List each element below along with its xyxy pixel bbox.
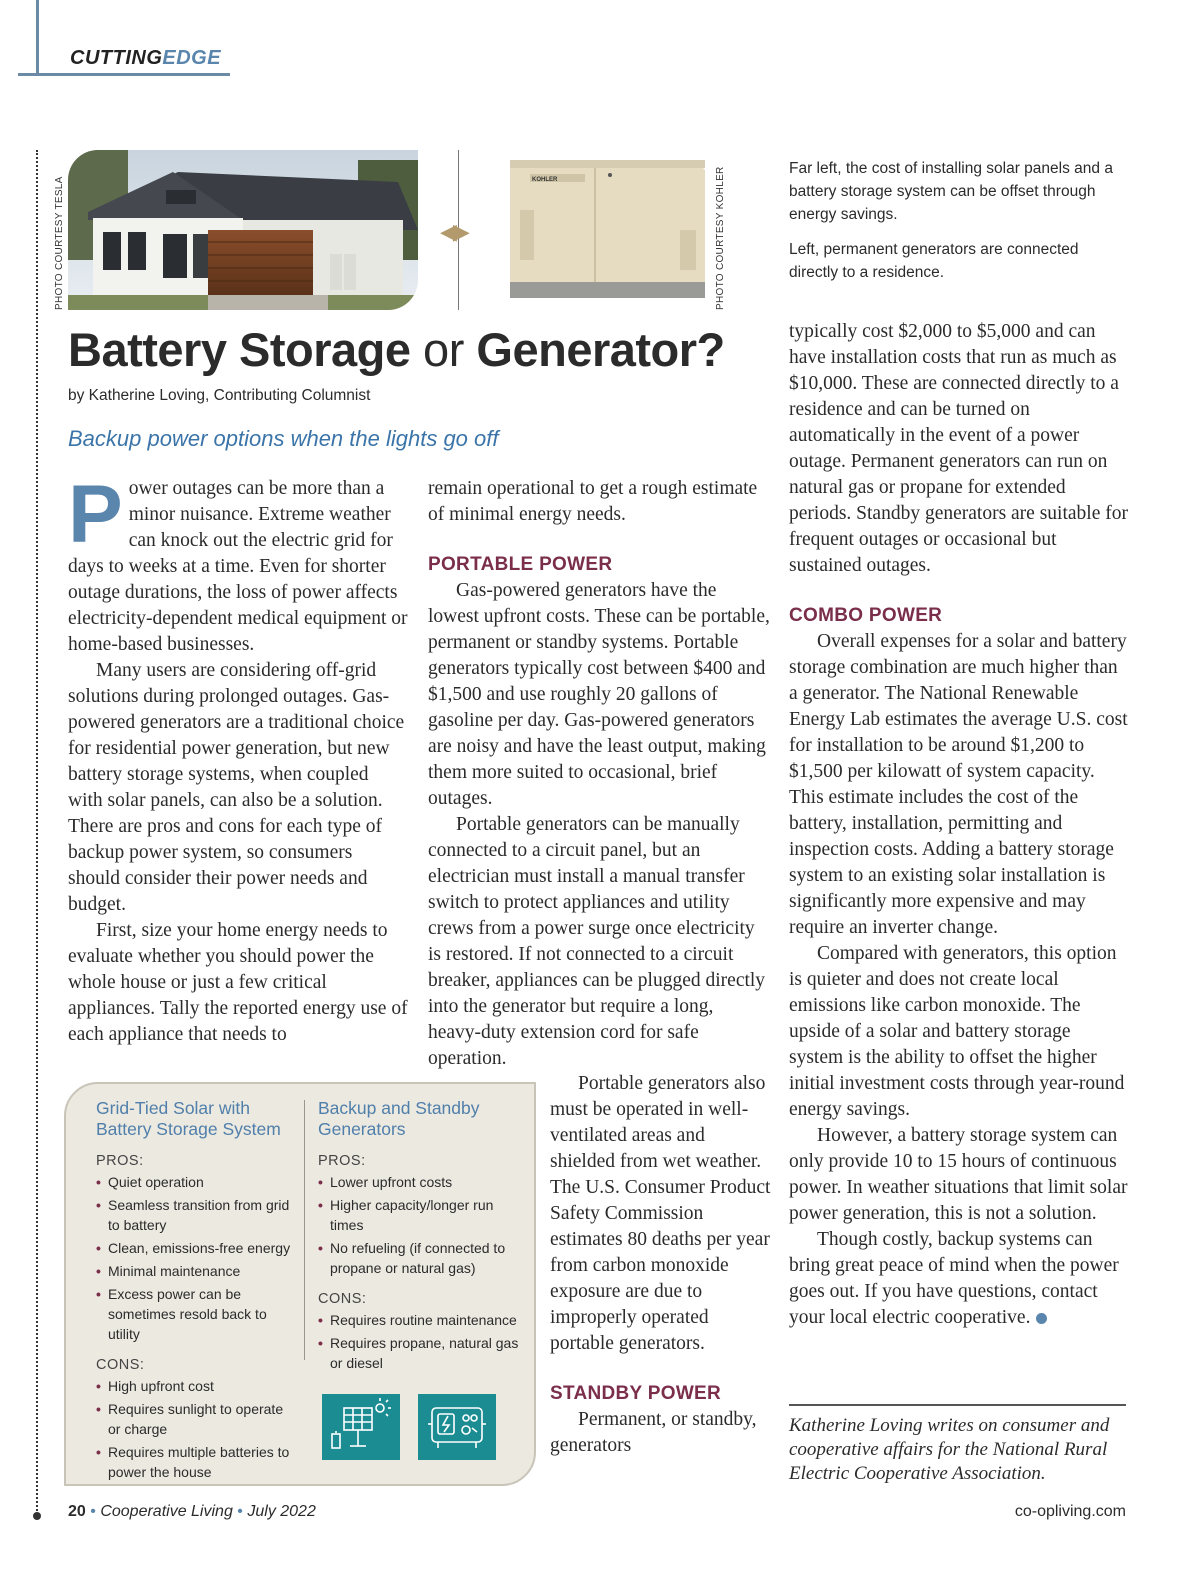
dotted-line-end [33, 1512, 41, 1520]
issue-date: July 2022 [247, 1503, 316, 1520]
sidebar-generator-cons-label: CONS: [318, 1291, 367, 1307]
subhead-combo-power: COMBO POWER [789, 605, 943, 626]
header-rule-horizontal [18, 73, 230, 76]
list-item: • Lower upfront costs [318, 1172, 523, 1192]
sidebar-generator-column [318, 1098, 523, 1376]
paragraph: Portable generators can be manually connected to a circuit panel, but an electrician must install a manual transfer switch to protect appliances and utility crews from a power surge once electricity is restored. If not connected to a circuit breaker, appliances can be plugged directly into the generator but require a long, heavy-duty extension cord for safe operation. [428, 814, 766, 1069]
article-column-1 [68, 469, 408, 1048]
title-battery: Battery Storage [68, 323, 411, 376]
list-item: • Higher capacity/longer run times [318, 1195, 523, 1235]
section-tag [70, 47, 221, 70]
closing-text: Though costly, backup systems can bring great peace of mind when the power goes out. If you have questions, contact your local electric cooperative. [789, 1229, 1119, 1328]
article-deck: Backup power options when the lights go off [68, 426, 499, 451]
list-item: • No refueling (if connected to propane or natural gas) [318, 1238, 523, 1278]
article-title [68, 322, 725, 377]
paragraph: Overall expenses for a solar and battery storage combination are much higher than a generator. The National Renewable Energy Lab estimates the average U.S. cost for installation to be around $1,200 to $1,500 per kilowatt of system capacity. This estimate includes the cost of the battery, installation, permitting and inspection costs. Adding a battery storage system to an existing solar installation is significantly more expensive and may require an inverter change. [789, 631, 1128, 938]
generator-photo [500, 150, 712, 305]
magazine-name: Cooperative Living [100, 1503, 233, 1520]
drop-cap: P [68, 469, 123, 560]
list-item: • Seamless transition from grid to battery [96, 1195, 296, 1235]
paragraph: Compared with generators, this option is quieter and does not create local emissions like carbon monoxide. The upside of a solar and battery storage system is the ability to offset the higher initial investment costs through year-round energy savings. [789, 943, 1125, 1120]
author-bio: Katherine Loving writes on consumer and cooperative affairs for the National Rural Electric Cooperative Association. [789, 1415, 1110, 1484]
paragraph: However, a battery storage system can only provide 10 to 15 hours of continuous power. In weather situations that limit solar power generation, this is not a solution. [789, 1125, 1128, 1224]
paragraph: Portable generators also must be operated in well-ventilated areas and shielded from wet weather. The U.S. Consumer Product Safety Commission estimates 80 deaths per year from carbon monoxide exposure are due to improperly operated portable generators. [550, 1073, 771, 1354]
solar-panel-icon [322, 1394, 400, 1460]
paragraph: First, size your home energy needs to evaluate whether you should power the whole house or just a few critical appliances. Tally the reported energy use of each appliance that needs to [68, 920, 408, 1045]
website-url[interactable]: co-opliving.com [1014, 1503, 1126, 1520]
subhead-portable-power: PORTABLE POWER [428, 554, 613, 575]
generator-icon [418, 1394, 496, 1460]
sidebar-generator-title: Backup and Standby Generators [318, 1098, 480, 1139]
list-item: • High upfront cost [96, 1376, 296, 1396]
subhead-standby-power: STANDBY POWER [550, 1383, 722, 1404]
article-column-2-lower [550, 1071, 772, 1459]
header-rule-vertical [36, 0, 39, 74]
generator-brand-label: KOHLER [532, 177, 558, 183]
paragraph-1-text: ower outages can be more than a minor nuisance. Extreme weather can knock out the electric grid for days to weeks at a time. Even for shorter outage durations, the loss of power affects electricity-dependent medical equipment or home-based businesses. [68, 478, 408, 655]
list-item: • Requires multiple batteries to power the house [96, 1442, 296, 1482]
byline: by Katherine Loving, Contributing Columnist [68, 387, 371, 404]
folio-separator: • [90, 1503, 96, 1520]
sidebar-solar-title: Grid-Tied Solar with Battery Storage System [96, 1098, 281, 1139]
list-item: • Quiet operation [96, 1172, 296, 1192]
compare-arrows-icon: ◀▶ [440, 220, 466, 245]
paragraph: typically cost $2,000 to $5,000 and can have installation costs that run as much as $10,000. These are connected directly to a residence and can be turned on automatically in the event of a power outage. Permanent generators can run on natural gas or propane for extended periods. Standby generators are suitable for frequent outages or occasional but sustained outages. [789, 321, 1128, 576]
title-generator: Generator? [476, 323, 725, 376]
sidebar-divider [304, 1100, 305, 1360]
page-number: 20 [68, 1503, 86, 1520]
section-tag-edge: EDGE [162, 47, 222, 69]
article-column-3 [789, 319, 1129, 1331]
photo-caption-solar: Far left, the cost of installing solar panels and a battery storage system can be offset through energy savings. [789, 160, 1113, 223]
paragraph: Gas-powered generators have the lowest upfront costs. These can be portable, permanent or standby systems. Portable generators typically cost between $400 and $1,500 and use roughly 20 gallons of gasoline per day. Gas-powered generators are noisy and have the least output, making them more suited to occasional, brief outages. [428, 580, 770, 809]
photo-caption-generator: Left, permanent generators are connected directly to a residence. [789, 241, 1079, 281]
paragraph: Permanent, or standby, generators [550, 1409, 757, 1456]
paragraph-intro [68, 469, 408, 658]
page-folio [68, 1503, 316, 1521]
section-tag-cutting: CUTTING [70, 47, 163, 69]
pros-cons-sidebar [64, 1082, 536, 1486]
list-item: • Excess power can be sometimes resold back to utility [96, 1284, 296, 1344]
paragraph: Many users are considering off-grid solutions during prolonged outages. Gas-powered generators are a traditional choice for residential power generation, but new battery storage systems, when coupled with solar panels, can also be a solution. There are pros and cons for each type of backup power system, so consumers should consider their power needs and budget. [68, 660, 405, 915]
title-or: or [410, 323, 477, 376]
article-column-2 [428, 476, 770, 1072]
sidebar-solar-pros-label: PROS: [96, 1153, 144, 1169]
list-item: • Requires sunlight to operate or charge [96, 1399, 296, 1439]
list-item: • Requires propane, natural gas or diesel [318, 1333, 523, 1373]
paragraph: remain operational to get a rough estimate of minimal energy needs. [428, 478, 758, 525]
dotted-margin-line [36, 150, 38, 1518]
photo-credit-tesla: PHOTO COURTESY TESLA [54, 176, 65, 310]
list-item: • Clean, emissions-free energy [96, 1238, 296, 1258]
house-photo [68, 150, 418, 310]
list-item: • Requires routine maintenance [318, 1310, 523, 1330]
folio-separator: • [237, 1503, 243, 1520]
bio-rule [789, 1404, 1126, 1406]
paragraph-closing [789, 1227, 1129, 1331]
sidebar-generator-pros [318, 1172, 523, 1278]
sidebar-generator-cons [318, 1310, 523, 1373]
list-item: • Minimal maintenance [96, 1261, 296, 1281]
end-mark-icon [1036, 1313, 1047, 1324]
photo-credit-kohler: PHOTO COURTESY KOHLER [715, 166, 726, 310]
sidebar-solar-cons [96, 1376, 296, 1482]
sidebar-solar-column [96, 1098, 296, 1485]
sidebar-solar-pros [96, 1172, 296, 1344]
sidebar-generator-pros-label: PROS: [318, 1153, 366, 1169]
sidebar-solar-cons-label: CONS: [96, 1357, 145, 1373]
